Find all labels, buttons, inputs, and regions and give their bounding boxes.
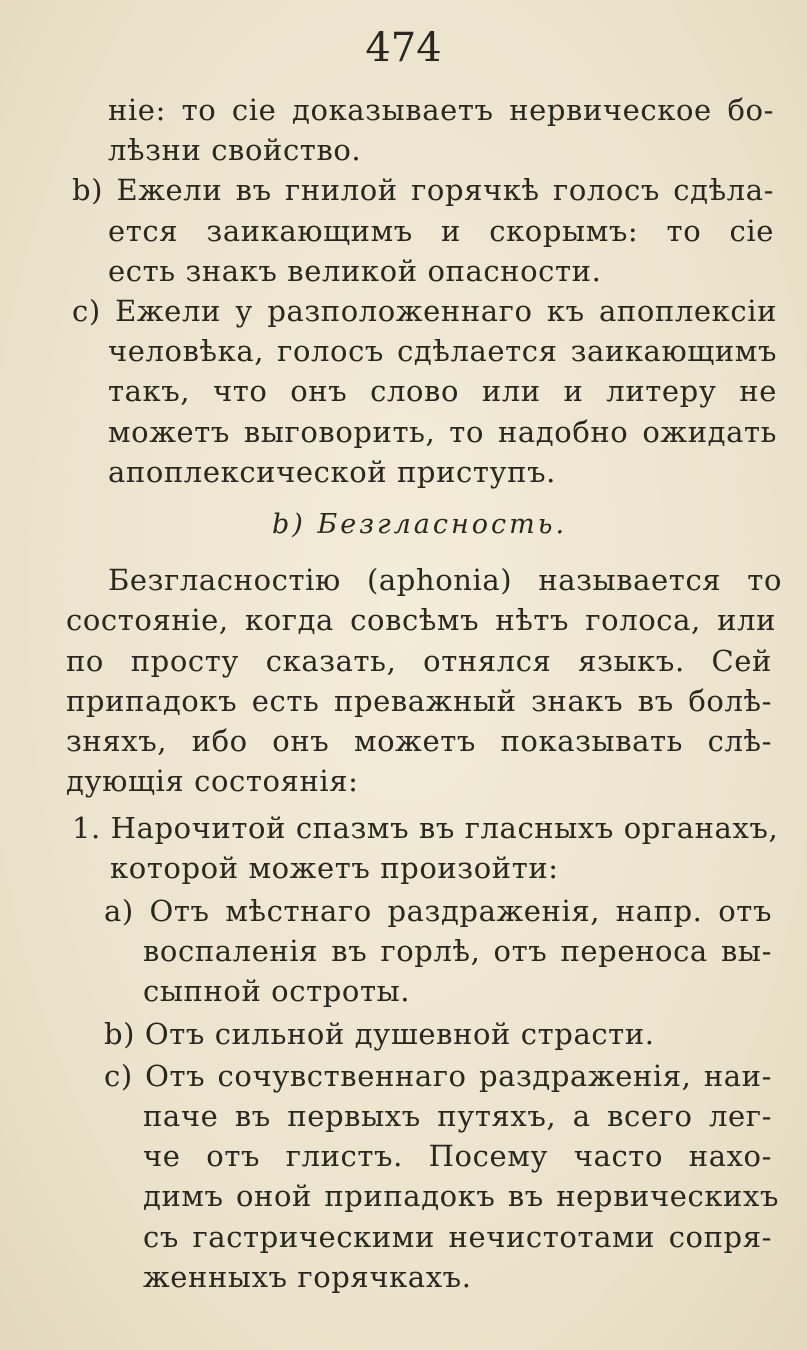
text-line: ется заикающимъ и скорымъ: то сіе xyxy=(108,214,774,248)
text-line: есть знакъ великой опасности. xyxy=(108,254,602,288)
sub-item-line: a) Отъ мѣстнаго раздраженія, напр. отъ xyxy=(104,894,772,928)
text-line: воспаленія въ горлѣ, отъ переноса вы- xyxy=(143,934,772,968)
paragraph-line: Безгласностію (aphonia) называется то xyxy=(108,563,782,597)
sub-item-line: b) Отъ сильной душевной страсти. xyxy=(104,1017,655,1051)
text-line: че отъ глистъ. Посему часто нахо- xyxy=(143,1139,772,1173)
text-line: человѣка, голосъ сдѣлается заикающимъ xyxy=(108,334,777,368)
list-item-line: c) Ежели у разположеннаго къ апоплексіи xyxy=(72,294,777,328)
text-line: припадокъ есть преважный знакъ въ болѣ- xyxy=(66,684,772,718)
text-line: по просту сказать, отнялся языкъ. Сей xyxy=(66,644,772,678)
text-line: женныхъ горячкахъ. xyxy=(143,1260,472,1294)
text-line: ніе: то сіе доказываетъ нервическое бо- xyxy=(108,93,774,127)
text-line: паче въ первыхъ путяхъ, а всего лег- xyxy=(143,1099,772,1133)
text-line: можетъ выговорить, то надобно ожидать xyxy=(108,415,777,449)
text-line: апоплексической приступъ. xyxy=(108,455,556,489)
sub-item-line: c) Отъ сочувственнаго раздраженія, наи- xyxy=(104,1059,772,1093)
list-item-line: 1. Нарочитой спазмъ въ гласныхъ органахъ, xyxy=(72,811,779,845)
text-line: зняхъ, ибо онъ можетъ показывать слѣ- xyxy=(66,724,772,758)
page-number: 474 xyxy=(365,25,442,71)
text-line: съ гастрическими нечистотами сопря- xyxy=(143,1220,772,1254)
text-line: лѣзни свойство. xyxy=(108,133,362,167)
list-item-line: b) Ежели въ гнилой горячкѣ голосъ сдѣла- xyxy=(72,173,774,207)
text-line: такъ, что онъ слово или и литеру не xyxy=(108,374,777,408)
text-line: димъ оной припадокъ въ нервическихъ xyxy=(143,1179,779,1213)
section-heading: b) Безгласность. xyxy=(272,509,568,540)
text-line: которой можетъ произойти: xyxy=(110,851,559,885)
text-line: состояніе, когда совсѣмъ нѣтъ голоса, или xyxy=(66,603,776,637)
text-line: сыпной остроты. xyxy=(143,974,411,1008)
text-line: дующія состоянія: xyxy=(66,764,359,798)
